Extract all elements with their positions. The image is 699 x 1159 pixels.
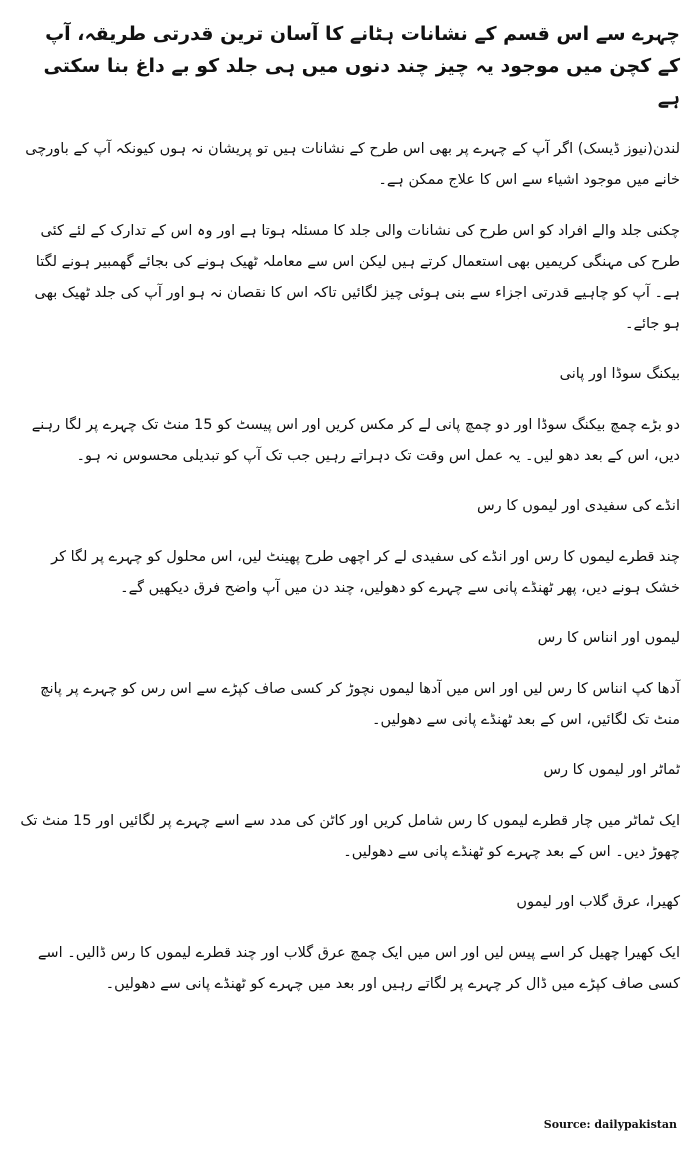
article-headline: چہرے سے اس قسم کے نشانات ہٹانے کا آسان ترین قدرتی طریقہ، آپ کے کچن میں موجود یہ چیز چند دنوں میں ہی جلد کو بے داغ بنا سکتی ہے — [43, 23, 680, 109]
section-title-baking-soda: بیکنگ سوڈا اور پانی — [559, 366, 680, 382]
section-title-tomato: ٹماٹر اور لیموں کا رس — [543, 762, 680, 778]
section-body-cucumber: ایک کھیرا چھیل کر اسے پیس لیں اور اس میں ایک چمچ عرق گلاب اور چند قطرے لیموں کا رس ڈالیں۔ اسے کسی صاف کپڑے میں ڈال کر چہرے پر لگاتے رہیں اور بعد میں چہرے کو ٹھنڈے پانی سے دھولیں۔ — [37, 945, 680, 992]
section-title-cucumber: کھیرا، عرق گلاب اور لیموں — [516, 894, 680, 910]
section-body-baking-soda: دو بڑے چمچ بیکنگ سوڈا اور دو چمچ پانی لے کر مکس کریں اور اس پیسٹ کو 15 منٹ تک چہرے پر لگا رہنے دیں، اس کے بعد دھو لیں۔ یہ عمل اس وقت تک دہراتے رہیں جب تک آپ کو تبدیلی محسوس نہ ہو۔ — [31, 417, 680, 464]
source-credit: Source: dailypakistan — [543, 1118, 677, 1131]
section-title-pineapple: لیموں اور انناس کا رس — [537, 630, 680, 646]
article-paragraph: چکنی جلد والے افراد کو اس طرح کی نشانات والی جلد کا مسئلہ ہوتا ہے اور وہ اس کے تدارک کے لئے کئی طرح کی مہنگی کریمیں بھی استعمال کرتے ہیں لیکن اس سے معاملہ ٹھیک ہونے کی بجائے گھمبیر ہونے لگتا ہے۔ آپ کو چاہیے قدرتی اجزاء سے بنی ہوئی چیز لگائیں تاکہ اس کا نقصان نہ ہو اور آپ کی جلد ٹھیک بھی ہو جائے۔ — [34, 223, 680, 332]
section-body-pineapple: آدھا کپ انناس کا رس لیں اور اس میں آدھا لیموں نچوڑ کر کسی صاف کپڑے سے اس رس کو چہرے پر پانچ منٹ تک لگائیں، اس کے بعد ٹھنڈے پانی سے دھولیں۔ — [40, 681, 680, 728]
article — [18, 18, 680, 1020]
section-body-tomato: ایک ٹماٹر میں چار قطرے لیموں کا رس شامل کریں اور کاٹن کی مدد سے اسے چہرے پر لگائیں اور 15 منٹ تک چھوڑ دیں۔ اس کے بعد چہرے کو ٹھنڈے پانی سے دھولیں۔ — [20, 813, 680, 860]
section-body-egg-white: چند قطرے لیموں کا رس اور انڈے کی سفیدی لے کر اچھی طرح پھینٹ لیں، اس محلول کو چہرے پر لگا کر خشک ہونے دیں، پھر ٹھنڈے پانی سے چہرے کو دھولیں، چند دن میں آپ واضح فرق دیکھیں گے۔ — [51, 549, 680, 596]
article-intro: لندن(نیوز ڈیسک) اگر آپ کے چہرے پر بھی اس طرح کے نشانات ہیں تو پریشان نہ ہوں کیونکہ آپ کے باورچی خانے میں موجود اشیاء سے اس کا علاج ممکن ہے۔ — [25, 141, 680, 188]
section-title-egg-white: انڈے کی سفیدی اور لیموں کا رس — [476, 498, 680, 514]
